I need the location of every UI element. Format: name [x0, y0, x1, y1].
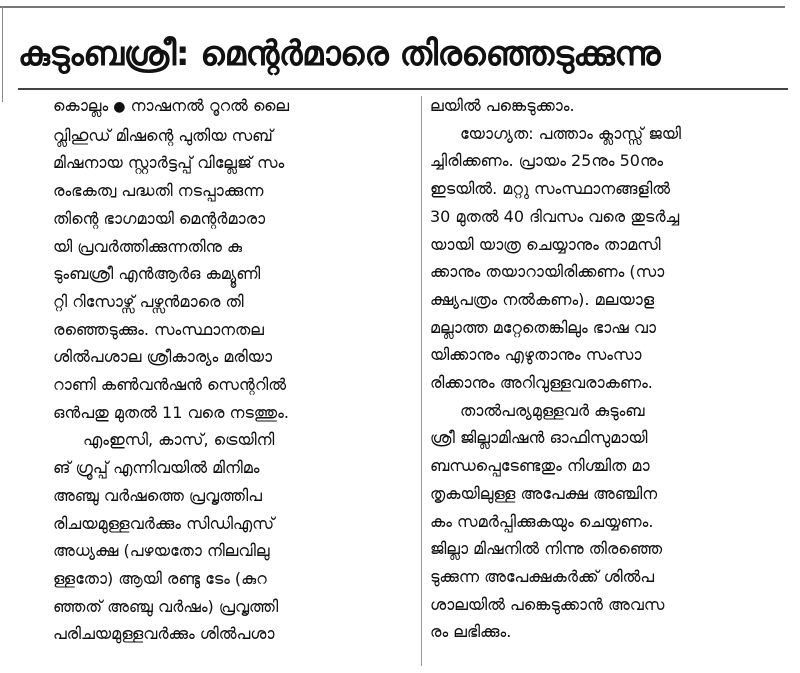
- body-line: യോഗ്യത: പത്താം ക്ലാസ്സ് ജയി: [460, 123, 681, 143]
- body-line: റ്റി റിസോഴ്സ് പഴ്സൻമാരെ തി: [53, 291, 244, 311]
- body-line: യി പ്രവർത്തിക്കുന്നതിനു കു: [53, 236, 243, 256]
- body-line: തിന്റെ ഭാഗമായി മെന്റർമാരാ: [53, 208, 266, 228]
- body-line: എംഇസി, കാസ്, ട്രെയിനി: [83, 430, 275, 450]
- body-line: ടുക്കുന്ന അപേക്ഷകർക്ക് ശിൽപ: [430, 566, 655, 586]
- body-line: ച്ചിരിക്കണം. പ്രായം 25നും 50നും: [430, 151, 664, 171]
- body-line: യായി യാത്ര ചെയ്യാനും താമസി: [430, 234, 661, 254]
- body-line: ക്കാനും തയാറായിരിക്കണം (സാ: [430, 262, 665, 282]
- body-line: മിഷനായ സ്റ്റാർട്ടപ്പ് വില്ലേജ് സം: [53, 153, 285, 173]
- body-line: അധ്യക്ഷ (പഴയതോ നിലവിലു: [53, 541, 270, 561]
- body-line: അഞ്ചു വർഷത്തെ പ്രവൃത്തിപ: [53, 485, 262, 505]
- body-line: ജില്ലാ മിഷനിൽ നിന്നു തിരഞ്ഞെ: [430, 539, 663, 559]
- body-line: ശ്രീ ജില്ലാമിഷൻ ഓഫിസുമായി: [430, 428, 648, 448]
- body-line: റാണി കൺവൻഷൻ സെന്ററിൽ: [53, 375, 287, 395]
- body-line: ലയിൽ പങ്കെടുക്കാം.: [430, 96, 575, 115]
- body-line: തൃകയിലുള്ള അപേക്ഷ അഞ്ചിന: [430, 483, 658, 503]
- right-column: [430, 92, 777, 646]
- left-column: [53, 92, 415, 648]
- body-line: ശിൽപശാല ശ്രീകാര്യം മരിയാ: [53, 347, 273, 367]
- body-line: കം സമർപ്പിക്കുകയും ചെയ്യണം.: [430, 511, 654, 531]
- body-line: ടുംബശ്രീ എൻആർഒ കമ്യൂണി: [53, 264, 261, 284]
- body-line: ശാലയിൽ പങ്കെടുക്കാൻ അവസ: [430, 594, 665, 614]
- bullet-icon: ●: [113, 99, 126, 115]
- body-line: ഞ്ഞത് അഞ്ചു വർഷം) പ്രവൃത്തി: [53, 596, 279, 616]
- body-line: രംഭകത്വ പദ്ധതി നടപ്പാക്കുന്ന: [53, 181, 264, 201]
- body-line: ഇടയിൽ. മറ്റു സംസ്ഥാനങ്ങളിൽ: [430, 179, 671, 199]
- body-text: നാഷനൽ റൂറൽ ലൈ: [130, 96, 290, 115]
- body-line: ബന്ധപ്പെടേണ്ടതും നിശ്ചിത മാ: [430, 456, 650, 476]
- top-border-rule: [0, 6, 785, 8]
- left-border-rule: [2, 6, 3, 102]
- body-line: താൽപര്യമുള്ളവർ കുടുംബ: [460, 400, 645, 420]
- body-line: ള്ളതോ) ആയി രണ്ടു ടേം (കുറ: [53, 568, 267, 588]
- dateline: കൊല്ലം: [53, 96, 109, 115]
- headline-underline: [18, 88, 788, 90]
- body-line: ക്ഷ്യപത്രം നൽകണം). മലയാള: [430, 289, 655, 309]
- body-line: രിക്കാനും അറിവുള്ളവരാകണം.: [430, 373, 653, 393]
- body-line: [53, 92, 415, 122]
- body-line: മല്ലാത്ത മറ്റേതെങ്കിലും ഭാഷ വാ: [430, 317, 656, 337]
- body-line: ഒൻപതു മുതൽ 11 വരെ നടത്തും.: [53, 402, 289, 422]
- body-line: വ്ലിഹുഡ് മിഷന്റെ പുതിയ സബ്: [53, 125, 273, 145]
- headline: കുടുംബശ്രീ: മെന്റർമാരെ തിരഞ്ഞെടുക്കുന്നു: [18, 34, 661, 74]
- body-line: യിക്കാനും എഴുതാനും സംസാ: [430, 345, 642, 365]
- column-divider: [421, 96, 422, 666]
- body-line: രിചയമുള്ളവർക്കും സിഡിഎസ്: [53, 513, 275, 533]
- body-line: ങ് ഗ്രൂപ്പ് എന്നിവയിൽ മിനിമം: [53, 458, 260, 478]
- body-line: 30 മുതൽ 40 ദിവസം വരെ തുടർച്ച: [430, 206, 680, 226]
- body-line: രം ലഭിക്കും.: [430, 622, 512, 642]
- body-line: രഞ്ഞെടുക്കും. സംസ്ഥാനതല: [53, 319, 264, 339]
- body-line: പരിചയമുള്ളവർക്കും ശിൽപശാ: [53, 624, 275, 644]
